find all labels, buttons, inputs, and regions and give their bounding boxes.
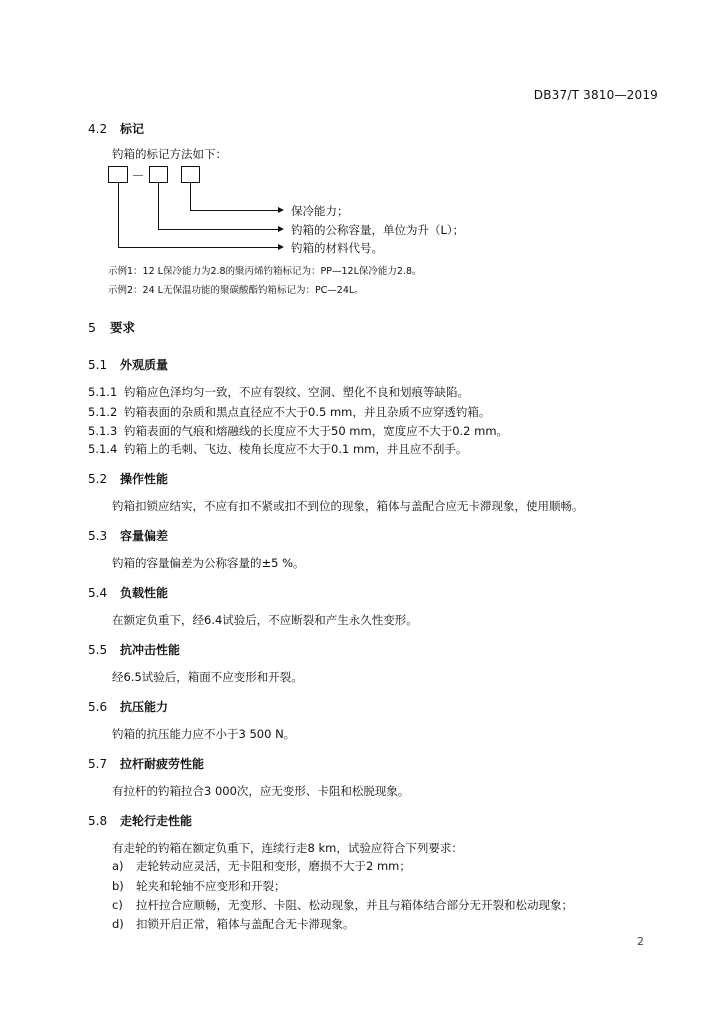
section-title: 抗压能力	[120, 700, 169, 714]
leader-line-h1	[190, 210, 278, 211]
clause-number: 5.1.2	[88, 405, 118, 419]
section-title: 抗冲击性能	[120, 643, 181, 657]
clause-number: 5.1.3	[88, 424, 118, 438]
list-item	[112, 916, 355, 932]
section-title: 标记	[120, 122, 145, 136]
section-title: 要求	[110, 320, 136, 335]
section-5-7-text: 有拉杆的钓箱拉合3 000次，应无变形、卡阻和松脱现象。	[112, 784, 410, 798]
section-5-2-heading	[88, 470, 168, 487]
clause-text: 钓箱上的毛刺、飞边、棱角长度应不大于0.1 mm，并且应不刮手。	[124, 442, 468, 456]
cold-retention-box	[181, 166, 200, 183]
section-title: 拉杆耐疲劳性能	[120, 757, 205, 771]
section-5-8-intro: 有走轮的钓箱在额定负重下，连续行走8 km，试验应符合下列要求：	[112, 841, 463, 855]
section-number: 5.8	[88, 814, 108, 828]
clause-text: 钓箱表面的气痕和熔融线的长度应不大于50 mm，宽度应不大于0.2 mm。	[124, 424, 509, 438]
section-number: 5.4	[88, 586, 108, 600]
section-number: 5.2	[88, 472, 108, 486]
section-5-3-heading	[88, 527, 168, 544]
marking-intro: 钓箱的标记方法如下：	[112, 147, 227, 161]
leader-line-v1	[190, 183, 191, 210]
material-code-box	[108, 166, 128, 183]
list-item-label: d)	[112, 917, 124, 931]
list-item-text: 走轮转动应灵活，无卡阻和变形，磨损不大于2 mm；	[136, 859, 411, 873]
section-5-6-text: 钓箱的抗压能力应不小于3 500 N。	[112, 727, 296, 741]
section-5-8-heading	[88, 812, 192, 829]
section-number: 5.5	[88, 643, 108, 657]
section-5-1-heading	[88, 356, 168, 373]
arrow-icon	[278, 244, 284, 250]
clause-5-1-1	[88, 384, 469, 400]
capacity-box	[149, 166, 168, 183]
list-item	[112, 897, 573, 913]
list-item-text: 扣锁开启正常，箱体与盖配合无卡滞现象。	[136, 917, 355, 931]
list-item-text: 拉杆拉合应顺畅，无变形、卡阻、松动现象，并且与箱体结合部分无开裂和松动现象；	[136, 898, 573, 912]
section-5-5-text: 经6.5试验后，箱面不应变形和开裂。	[112, 670, 303, 684]
example-2: 示例2：24 L无保温功能的聚碳酸酯钓箱标记为：PC—24L。	[108, 285, 364, 296]
section-5-heading	[88, 318, 135, 336]
page-number: 2	[637, 935, 644, 948]
clause-number: 5.1.4	[88, 442, 118, 456]
label-cold-retention: 保冷能力；	[291, 204, 349, 218]
leader-line-v3	[118, 183, 119, 247]
list-item	[112, 878, 286, 894]
section-5-4-heading	[88, 584, 168, 601]
section-number: 5.1	[88, 358, 108, 372]
clause-number: 5.1.1	[88, 385, 118, 399]
leader-line-h2	[158, 229, 278, 230]
example-1: 示例1：12 L保冷能力为2.8的聚丙烯钓箱标记为：PP—12L保冷能力2.8。	[108, 266, 422, 277]
section-number: 5.6	[88, 700, 108, 714]
section-title: 外观质量	[120, 358, 169, 372]
clause-5-1-3	[88, 423, 508, 439]
section-number: 5.7	[88, 757, 108, 771]
section-title: 操作性能	[120, 472, 169, 486]
section-5-5-heading	[88, 641, 180, 658]
arrow-icon	[278, 226, 284, 232]
list-item-label: a)	[112, 859, 124, 873]
list-item-text: 轮夹和轮轴不应变形和开裂；	[136, 879, 286, 893]
section-5-2-text: 钓箱扣锁应结实，不应有扣不紧或扣不到位的现象，箱体与盖配合应无卡滞现象，使用顺畅。	[112, 499, 584, 513]
leader-line-v2	[158, 183, 159, 229]
section-title: 负载性能	[120, 586, 169, 600]
section-4-2-heading	[88, 120, 144, 137]
section-title: 容量偏差	[120, 529, 169, 543]
section-5-3-text: 钓箱的容量偏差为公称容量的±5 %。	[112, 556, 305, 570]
clause-text: 钓箱表面的杂质和黑点直径应不大于0.5 mm，并且杂质不应穿透钓箱。	[124, 405, 491, 419]
section-title: 走轮行走性能	[120, 814, 193, 828]
clause-text: 钓箱应色泽均匀一致，不应有裂纹、空洞、塑化不良和划痕等缺陷。	[124, 385, 469, 399]
leader-line-h3	[118, 247, 278, 248]
clause-5-1-4	[88, 441, 467, 457]
section-number: 5	[88, 320, 96, 335]
dash-separator	[133, 175, 143, 176]
list-item	[112, 858, 411, 874]
section-number: 4.2	[88, 122, 108, 136]
arrow-icon	[278, 207, 284, 213]
label-material-code: 钓箱的材料代号。	[291, 241, 383, 255]
list-item-label: b)	[112, 879, 124, 893]
document-code-header: DB37/T 3810—2019	[533, 88, 658, 102]
section-5-6-heading	[88, 698, 168, 715]
section-number: 5.3	[88, 529, 108, 543]
section-5-4-text: 在额定负重下，经6.4试验后，不应断裂和产生永久性变形。	[112, 613, 418, 627]
section-5-7-heading	[88, 755, 204, 772]
list-item-label: c)	[112, 898, 123, 912]
clause-5-1-2	[88, 404, 490, 420]
label-nominal-capacity: 钓箱的公称容量，单位为升（L）；	[291, 223, 465, 237]
